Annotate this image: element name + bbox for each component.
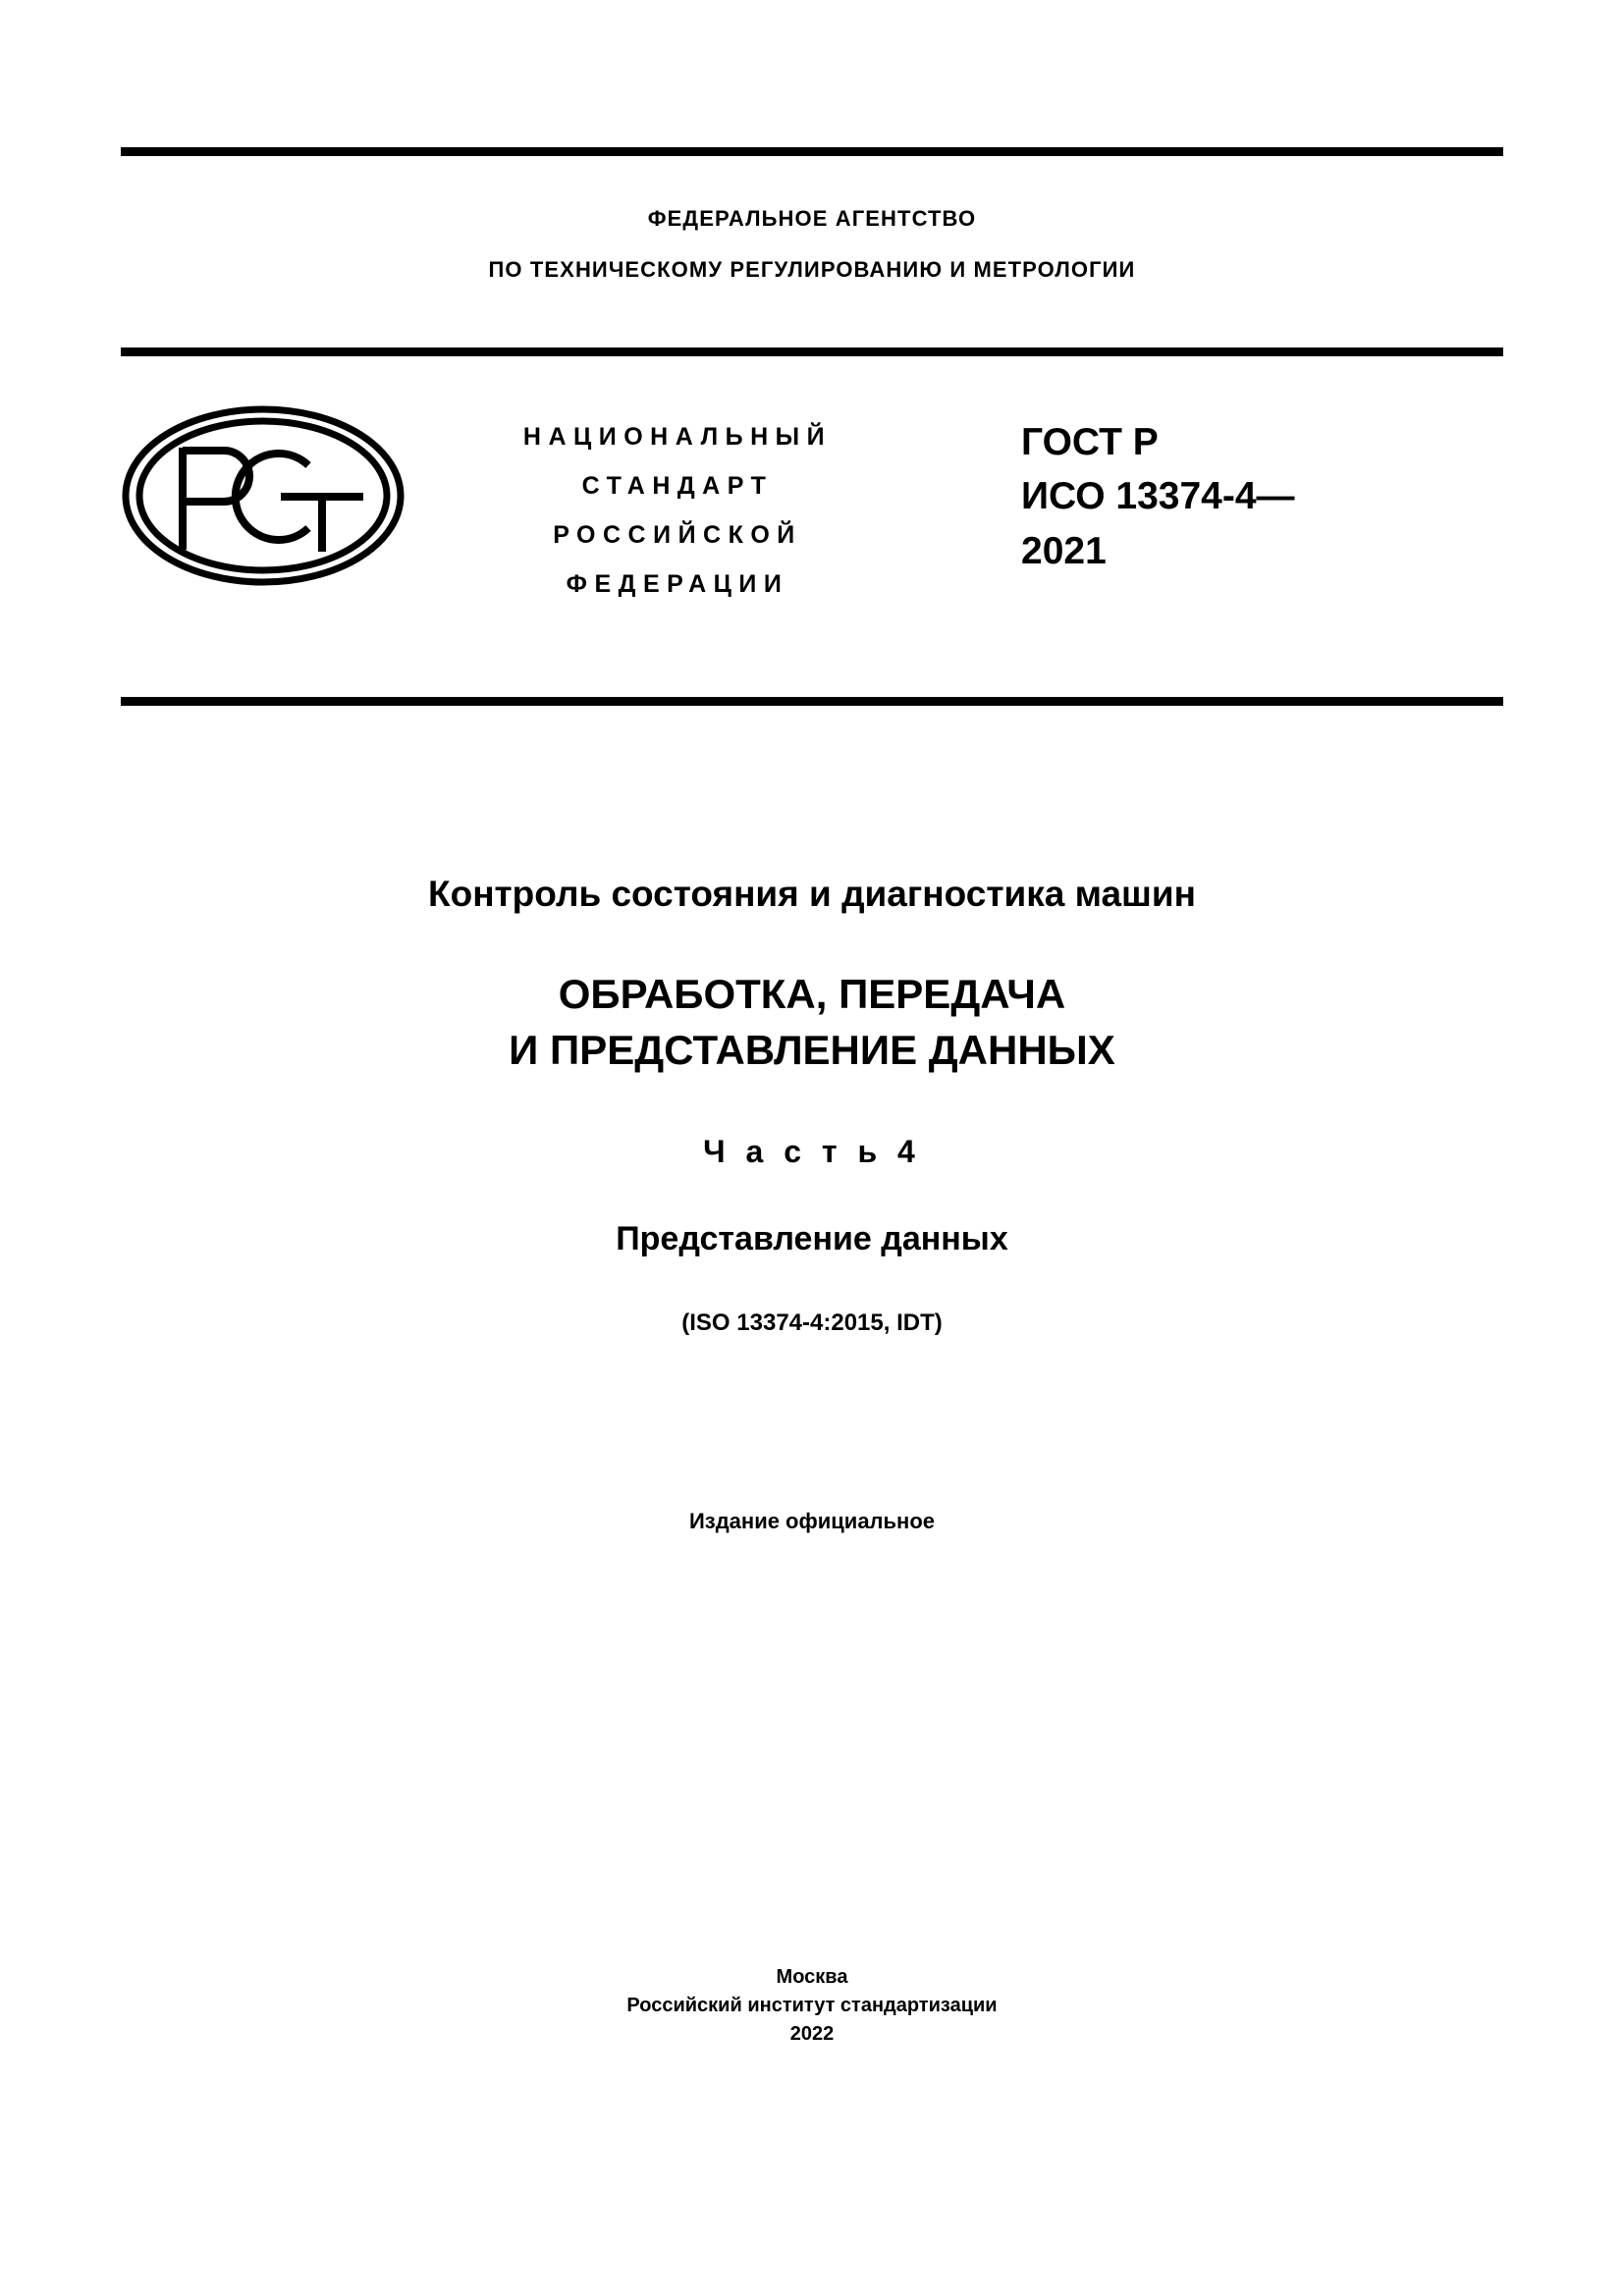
- standard-number-line-1: ГОСТ Р: [1021, 421, 1159, 463]
- national-standard-line-4: ФЕДЕРАЦИИ: [566, 570, 789, 598]
- header-rule-bottom: [121, 697, 1503, 706]
- document-supertitle: Контроль состояния и диагностика машин: [428, 874, 1196, 914]
- agency-line-1: ФЕДЕРАЛЬНОЕ АГЕНТСТВО: [647, 206, 977, 231]
- document-subtitle: Представление данных: [616, 1220, 1008, 1257]
- edition-note: Издание официальное: [688, 1509, 936, 1533]
- national-standard-line-2: СТАНДАРТ: [581, 472, 774, 500]
- agency-line-2: ПО ТЕХНИЧЕСКОМУ РЕГУЛИРОВАНИЮ И МЕТРОЛОГИИ: [488, 257, 1136, 282]
- footer-city: Москва: [776, 1966, 848, 1988]
- page-title: [125, 967, 1499, 1078]
- standard-number: [1021, 415, 1483, 578]
- national-standard-line-1: НАЦИОНАЛЬНЫЙ: [522, 423, 833, 451]
- national-standard-heading: [422, 412, 933, 609]
- header-rule-middle: [121, 347, 1503, 356]
- rosstandart-emblem-icon: [116, 402, 410, 589]
- agency-heading: [121, 208, 1503, 281]
- page-title-line-2: И ПРЕДСТАВЛЕНИЕ ДАННЫХ: [509, 1026, 1115, 1073]
- part-label: Ч а с т ь 4: [703, 1134, 921, 1169]
- footer-publisher: Российский институт стандартизации: [626, 1995, 998, 2016]
- page-title-line-1: ОБРАБОТКА, ПЕРЕДАЧА: [558, 971, 1066, 1017]
- footer-imprint: [125, 1963, 1499, 2049]
- footer-year: 2022: [789, 2023, 835, 2045]
- header-rule-top: [121, 147, 1503, 156]
- national-standard-line-3: РОССИЙСКОЙ: [553, 521, 802, 549]
- standard-number-line-3: 2021: [1021, 529, 1107, 572]
- standard-number-line-2: ИСО 13374-4—: [1021, 475, 1295, 518]
- iso-reference: (ISO 13374-4:2015, IDT): [681, 1309, 943, 1336]
